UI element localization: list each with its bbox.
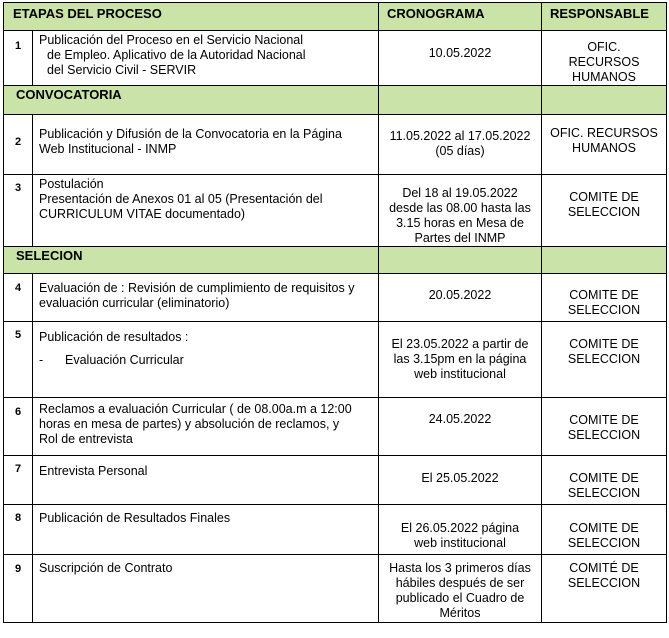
row-schedule: El 25.05.2022 <box>379 456 542 505</box>
table-row <box>4 505 667 555</box>
row-responsible: COMITÉ DE SELECCION <box>542 555 667 623</box>
table-row <box>4 115 667 175</box>
row-responsible: COMITE DE SELECCION <box>542 274 667 322</box>
list-bullet: - <box>39 353 44 367</box>
table-row <box>4 322 667 398</box>
row-number: 4 <box>4 274 33 322</box>
table-row <box>4 555 667 623</box>
section-title: CONVOCATORIA <box>4 86 379 115</box>
table-row <box>4 31 667 86</box>
row-schedule: El 26.05.2022 página web institucional <box>379 505 542 555</box>
section-row-convocatoria <box>4 86 667 115</box>
row-responsible: COMITE DE SELECCION <box>542 456 667 505</box>
header-cronograma: CRONOGRAMA <box>379 3 542 31</box>
row-responsible: OFIC. RECURSOS HUMANOS <box>542 31 667 86</box>
table-row <box>4 398 667 456</box>
row-number: 9 <box>4 555 33 623</box>
row-schedule: Del 18 al 19.05.2022 desde las 08.00 hasta las 3.15 horas en Mesa de Partes del INMP <box>379 175 542 247</box>
row-activity: Publicación y Difusión de la Convocatoria en la Página Web Institucional - INMP <box>33 115 379 175</box>
row-number: 1 <box>4 31 33 86</box>
row-activity: Publicación de Resultados Finales <box>33 505 379 555</box>
row-activity: Reclamos a evaluación Curricular ( de 08.00a.m a 12:00 horas en mesa de partes) y absolución de reclamos, y Rol de entrevista <box>33 398 379 456</box>
header-responsable: RESPONSABLE <box>542 3 667 31</box>
section-row-seleccion <box>4 247 667 274</box>
section-title: SELECION <box>4 247 379 274</box>
row-activity: Suscripción de Contrato <box>33 555 379 623</box>
row-activity: Evaluación de : Revisión de cumplimiento de requisitos y evaluación curricular (eliminatorio) <box>33 274 379 322</box>
row-responsible: COMITE DE SELECCION <box>542 175 667 247</box>
row-schedule: 11.05.2022 al 17.05.2022 (05 días) <box>379 115 542 175</box>
row-activity: Entrevista Personal <box>33 456 379 505</box>
row-schedule: El 23.05.2022 a partir de las 3.15pm en la página web institucional <box>379 322 542 398</box>
row-responsible: COMITE DE SELECCION <box>542 505 667 555</box>
table-row <box>4 274 667 322</box>
row-responsible: OFIC. RECURSOS HUMANOS <box>542 115 667 175</box>
row-number: 3 <box>4 175 33 247</box>
table-row <box>4 175 667 247</box>
process-schedule-table <box>3 2 667 623</box>
table-row <box>4 456 667 505</box>
row-activity: Publicación del Proceso en el Servicio Nacional de Empleo. Aplicativo de la Autoridad Nacional del Servicio Civil - SERVIR <box>33 31 379 86</box>
row-number: 2 <box>4 115 33 175</box>
row-responsible: COMITE DE SELECCION <box>542 398 667 456</box>
row-schedule: 20.05.2022 <box>379 274 542 322</box>
row-number: 5 <box>4 322 33 398</box>
row-responsible: COMITE DE SELECCION <box>542 322 667 398</box>
row-number: 7 <box>4 456 33 505</box>
row-schedule: 10.05.2022 <box>379 31 542 86</box>
row-schedule: 24.05.2022 <box>379 398 542 456</box>
row-number: 8 <box>4 505 33 555</box>
row-schedule: Hasta los 3 primeros días hábiles después de ser publicado el Cuadro de Méritos <box>379 555 542 623</box>
header-etapas: ETAPAS DEL PROCESO <box>4 3 379 31</box>
row-number: 6 <box>4 398 33 456</box>
table-header-row <box>4 3 667 31</box>
row-activity: Publicación de resultados : - Evaluación Curricular <box>33 322 379 398</box>
row-activity: Postulación Presentación de Anexos 01 al 05 (Presentación del CURRICULUM VITAE documentado) <box>33 175 379 247</box>
